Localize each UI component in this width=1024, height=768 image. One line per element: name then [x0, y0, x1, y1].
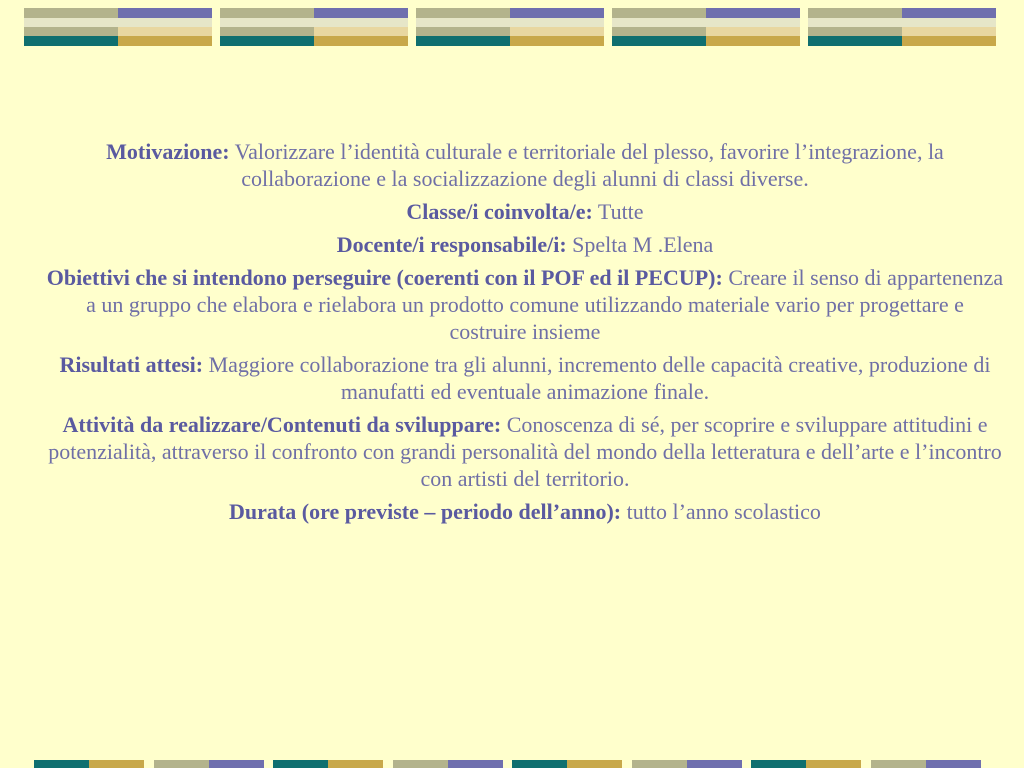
section-value: Spelta M .Elena — [566, 232, 714, 257]
top-decorative-band — [24, 8, 999, 46]
section-label: Obiettivi che si intendono perseguire (coerenti con il POF ed il PECUP): — [46, 265, 723, 290]
section-value: Conoscenza di sé, per scoprire e sviluppare attitudini e potenzialità, attraverso il confronto con grandi personalità del mondo della letteratura e dell’arte e l’incontro con artisti del territorio. — [48, 412, 1002, 491]
section-value: Creare il senso di appartenenza a un gruppo che elabora e rielabora un prodotto comune utilizzando materiale vario per progettare e costruire insieme — [86, 265, 1004, 344]
section-durata — [40, 498, 1010, 525]
section-label: Motivazione: — [106, 139, 230, 164]
section-classe — [40, 198, 1010, 225]
section-label: Docente/i responsabile/i: — [336, 232, 567, 257]
section-value: tutto l’anno scolastico — [621, 499, 821, 524]
section-obiettivi — [40, 264, 1010, 345]
section-value: Valorizzare l’identità culturale e territoriale del plesso, favorire l’integrazione, la collaborazione e la socializzazione degli alunni di classi diverse. — [229, 139, 944, 191]
top-band-tile — [808, 8, 996, 46]
section-label: Attività da realizzare/Contenuti da sviluppare: — [62, 412, 502, 437]
bottom-band-segment — [806, 760, 861, 768]
bottom-band-segment — [567, 760, 622, 768]
top-band-tile — [220, 8, 408, 46]
section-motivazione — [40, 138, 1010, 192]
top-band-tile — [416, 8, 604, 46]
section-risultati — [40, 351, 1010, 405]
section-value: Tutte — [592, 199, 644, 224]
bottom-band-segment — [328, 760, 383, 768]
bottom-band-segment — [209, 760, 264, 768]
section-docente — [40, 231, 1010, 258]
section-attivita — [40, 411, 1010, 492]
bottom-band-segment — [89, 760, 144, 768]
section-value: Maggiore collaborazione tra gli alunni, incremento delle capacità creative, produzione di manufatti ed eventuale animazione finale. — [203, 352, 991, 404]
bottom-band-segment — [871, 760, 926, 768]
bottom-band-segment — [154, 760, 209, 768]
top-band-tile — [612, 8, 800, 46]
bottom-band-segment — [273, 760, 328, 768]
bottom-band-segment — [393, 760, 448, 768]
slide-content — [40, 138, 1010, 531]
bottom-decorative-band — [34, 760, 1009, 768]
bottom-band-segment — [751, 760, 806, 768]
bottom-band-segment — [632, 760, 687, 768]
bottom-band-segment — [687, 760, 742, 768]
section-label: Durata (ore previste – periodo dell’anno): — [229, 499, 622, 524]
bottom-band-segment — [512, 760, 567, 768]
bottom-band-segment — [34, 760, 89, 768]
top-band-tile — [24, 8, 212, 46]
section-label: Risultati attesi: — [59, 352, 204, 377]
bottom-band-segment — [926, 760, 981, 768]
bottom-band-segment — [448, 760, 503, 768]
section-label: Classe/i coinvolta/e: — [406, 199, 593, 224]
